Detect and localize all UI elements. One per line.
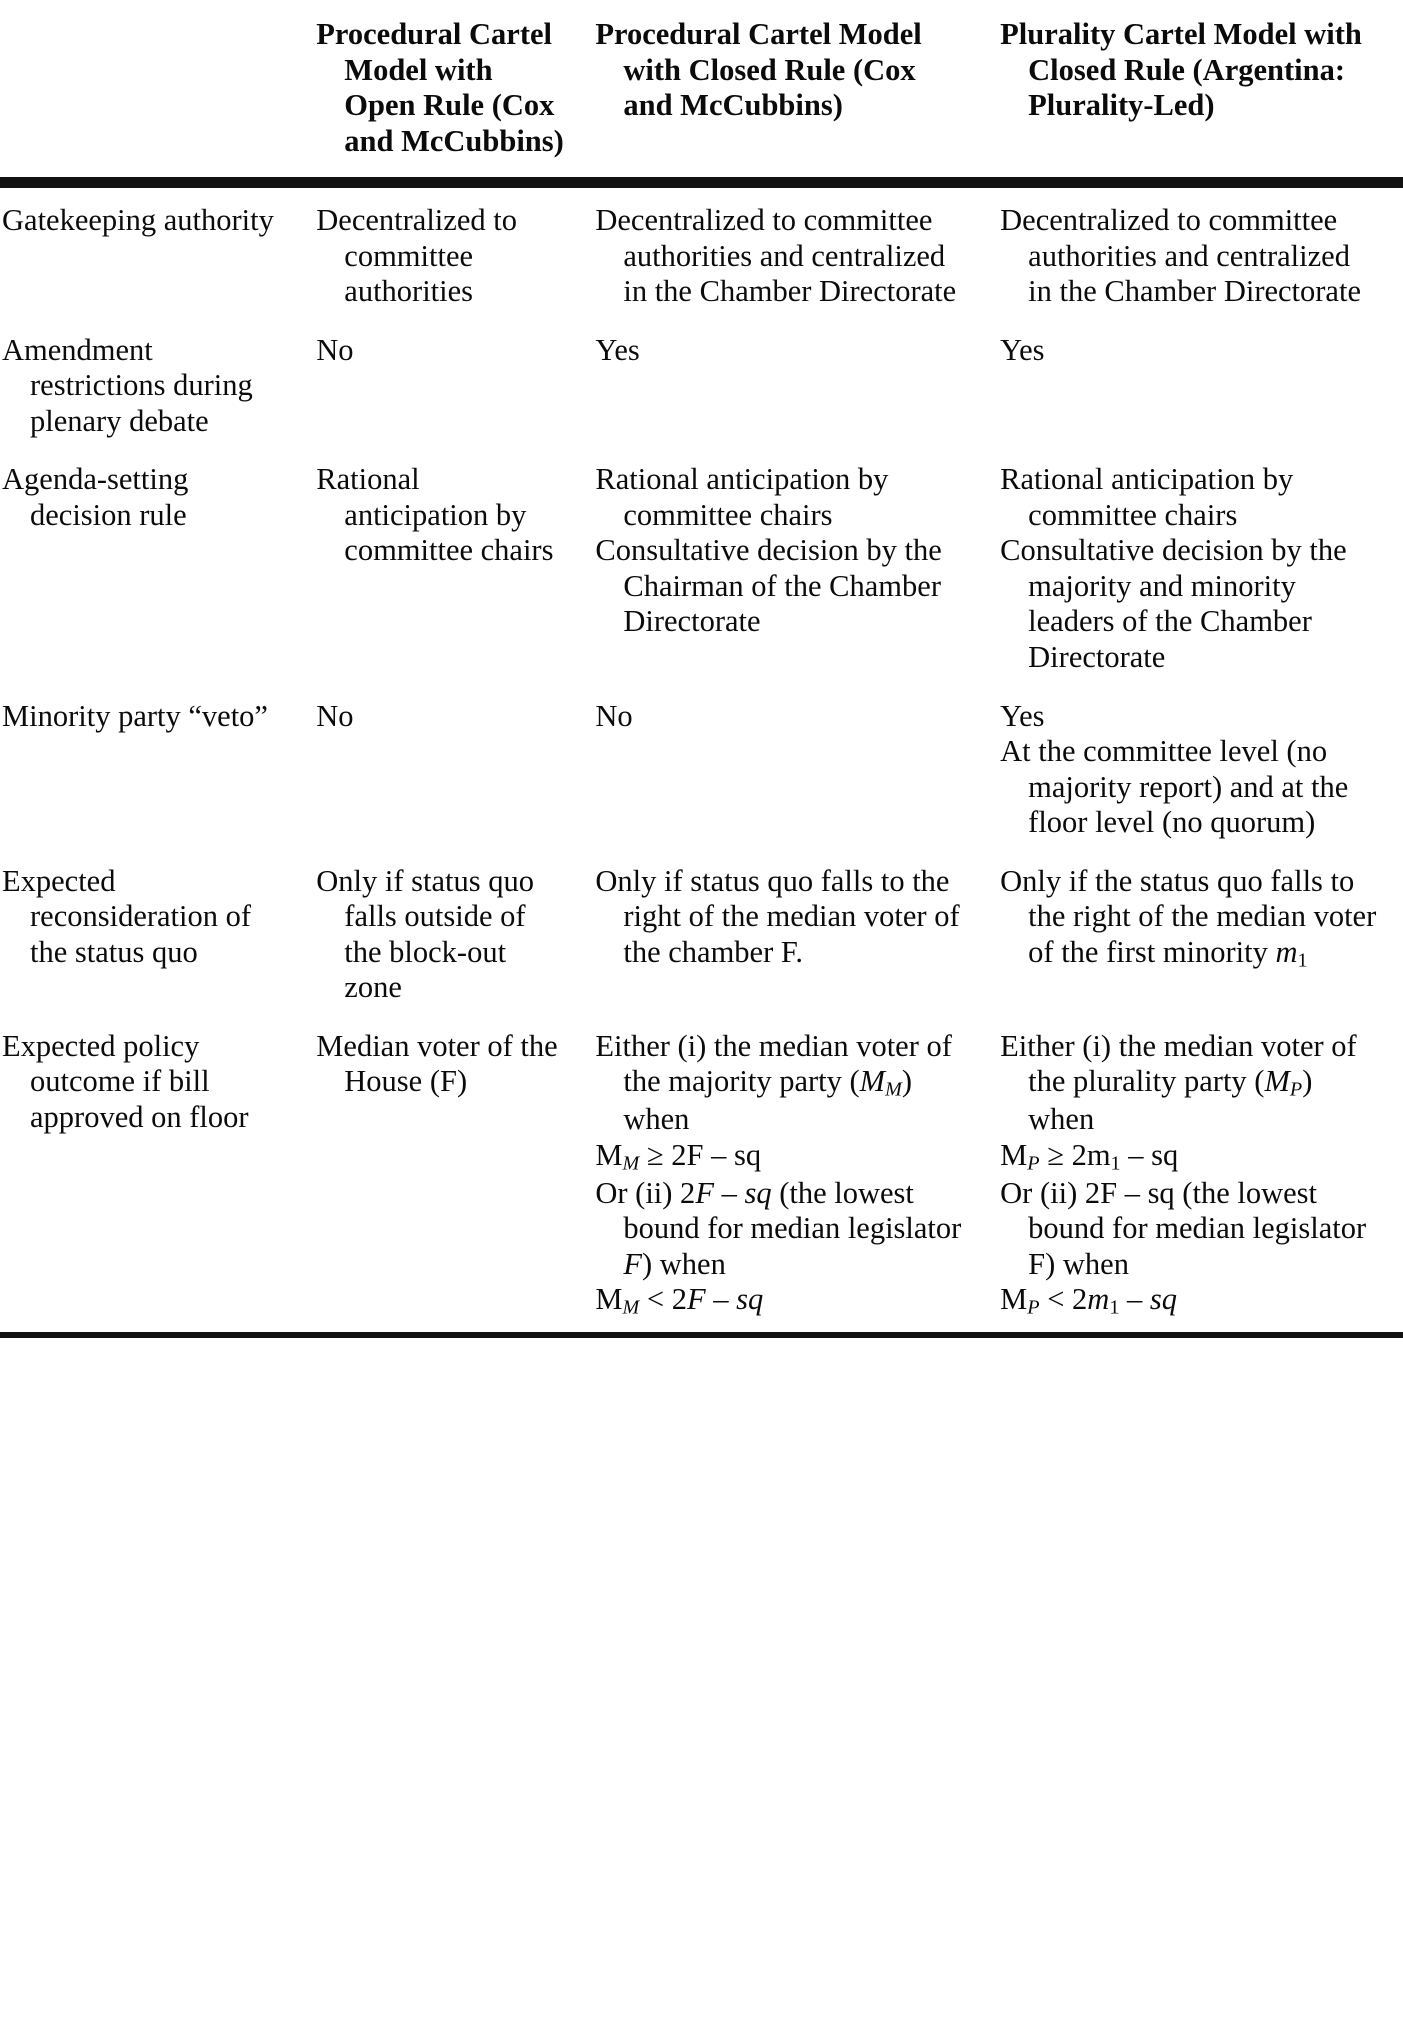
header-cell-procedural-closed <box>593 0 998 180</box>
table-body <box>0 186 1403 1338</box>
table-row <box>0 853 1403 1018</box>
cell-reconsideration-procedural-open: Only if status quo falls outside of the block-out zone <box>316 863 535 1005</box>
table-row <box>0 451 1403 687</box>
formula-line: Or (ii) 2F – sq (the lowest bound for median legislator F) when <box>595 1175 962 1281</box>
formula-line: $M_M < 2F$ – sq <box>595 1282 764 1319</box>
table-row <box>0 688 1403 853</box>
cell-agenda-procedural-open: Rational anticipation by committee chairs <box>316 462 554 568</box>
formula-line: Or (ii) 2F – sq (the lowest bound for median legislator F) when <box>1000 1175 1367 1281</box>
cell-veto-plurality-closed: Yes At the committee level (no majority report) and at the floor level (no quorum) <box>1000 698 1349 840</box>
row-label-agenda-setting: Agenda-setting decision rule <box>2 462 189 532</box>
cell-gatekeeping-plurality-closed: Decentralized to committee authorities and centralized in the Chamber Directorate <box>1000 203 1361 309</box>
cell-agenda-plurality-closed: Rational anticipation by committee chairs Consultative decision by the majority and minority leaders of the Chamber Directorate <box>1000 462 1347 674</box>
table-row <box>0 188 1403 322</box>
header-cell-procedural-open <box>314 0 593 180</box>
table-row <box>0 1018 1403 1335</box>
row-label-policy-outcome: Expected policy outcome if bill approved on floor <box>2 1028 249 1134</box>
cell-reconsideration-procedural-closed: Only if status quo falls to the right of the median voter of the chamber F. <box>595 863 960 969</box>
formula-line: $M_P < 2m1$ – sq <box>1000 1282 1177 1319</box>
row-label-reconsideration: Expected reconsideration of the status quo <box>2 863 252 969</box>
table-bottom-rule <box>0 1335 1403 1338</box>
header-row <box>0 0 1403 180</box>
cell-outcome-procedural-closed <box>593 1018 998 1335</box>
cell-reconsideration-plurality-closed: Only if the status quo falls to the right of the median voter of the first minority m1 <box>1000 863 1377 972</box>
cell-amendment-procedural-closed: Yes <box>595 332 640 367</box>
cell-gatekeeping-procedural-open: Decentralized to committee authorities <box>316 203 517 309</box>
table-row <box>0 322 1403 452</box>
cell-amendment-procedural-open: No <box>316 332 354 367</box>
cell-outcome-plurality-closed <box>998 1018 1403 1335</box>
header-label-procedural-open: Procedural Cartel Model with Open Rule (Cox and McCubbins) <box>316 17 564 158</box>
cell-veto-procedural-closed: No <box>595 698 633 733</box>
formula-line: $M_P \ge 2m1$ – sq <box>1000 1137 1179 1175</box>
formula-line: Either (i) the median voter of the plurality party $(M_P)$ when <box>1000 1028 1357 1137</box>
cell-amendment-plurality-closed: Yes <box>1000 332 1045 367</box>
cell-outcome-procedural-open: Median voter of the House (F) <box>316 1028 558 1099</box>
formula-line: $M_M \ge 2F$ – sq <box>595 1137 762 1175</box>
formula-line: Either (i) the median voter of the majority party $(M_M)$ when <box>595 1028 952 1137</box>
table-header <box>0 0 1403 180</box>
cell-agenda-procedural-closed: Rational anticipation by committee chairs Consultative decision by the Chairman of the Chamber Directorate <box>595 462 942 639</box>
header-label-plurality-closed: Plurality Cartel Model with Closed Rule (Argentina: Plurality-Led) <box>1000 17 1362 123</box>
cell-gatekeeping-procedural-closed: Decentralized to committee authorities and centralized in the Chamber Directorate <box>595 203 957 309</box>
header-cell-empty <box>0 0 314 180</box>
header-label-procedural-closed: Procedural Cartel Model with Closed Rule (Cox and McCubbins) <box>595 17 922 123</box>
row-label-amendment: Amendment restrictions during plenary debate <box>2 332 253 438</box>
row-label-gatekeeping: Gatekeeping authority <box>2 203 274 238</box>
cell-veto-procedural-open: No <box>316 698 354 733</box>
header-cell-plurality-closed <box>998 0 1403 180</box>
row-label-minority-veto: Minority party “veto” <box>2 698 268 733</box>
